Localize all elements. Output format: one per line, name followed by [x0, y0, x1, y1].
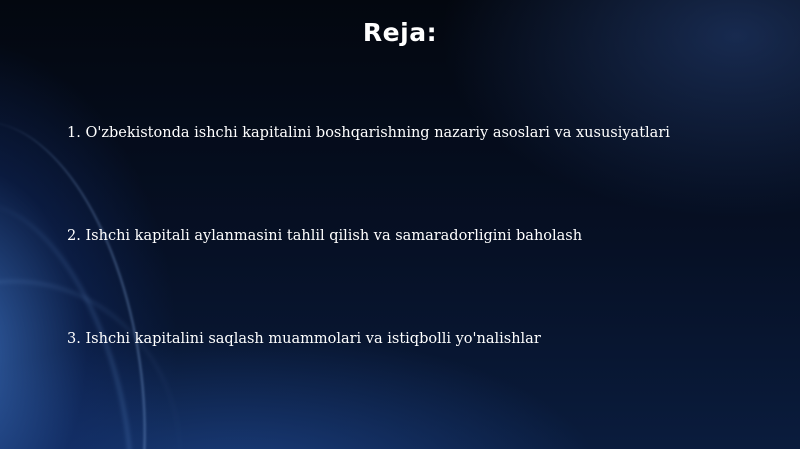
plan-item-2: 2. Ishchi kapitali aylanmasini tahlil qilish va samaradorligini baholash [67, 228, 583, 244]
plan-item-1: 1. O'zbekistonda ishchi kapitalini boshqarishning nazariy asoslari va xususiyatlari [67, 125, 670, 141]
background-light-streak [0, 182, 171, 449]
slide-title: Reja: [362, 18, 438, 47]
background-light-streak [0, 104, 177, 449]
background-light-streak [0, 253, 209, 449]
plan-item-3: 3. Ishchi kapitalini saqlash muammolari va istiqbolli yo'nalishlar [67, 331, 541, 347]
